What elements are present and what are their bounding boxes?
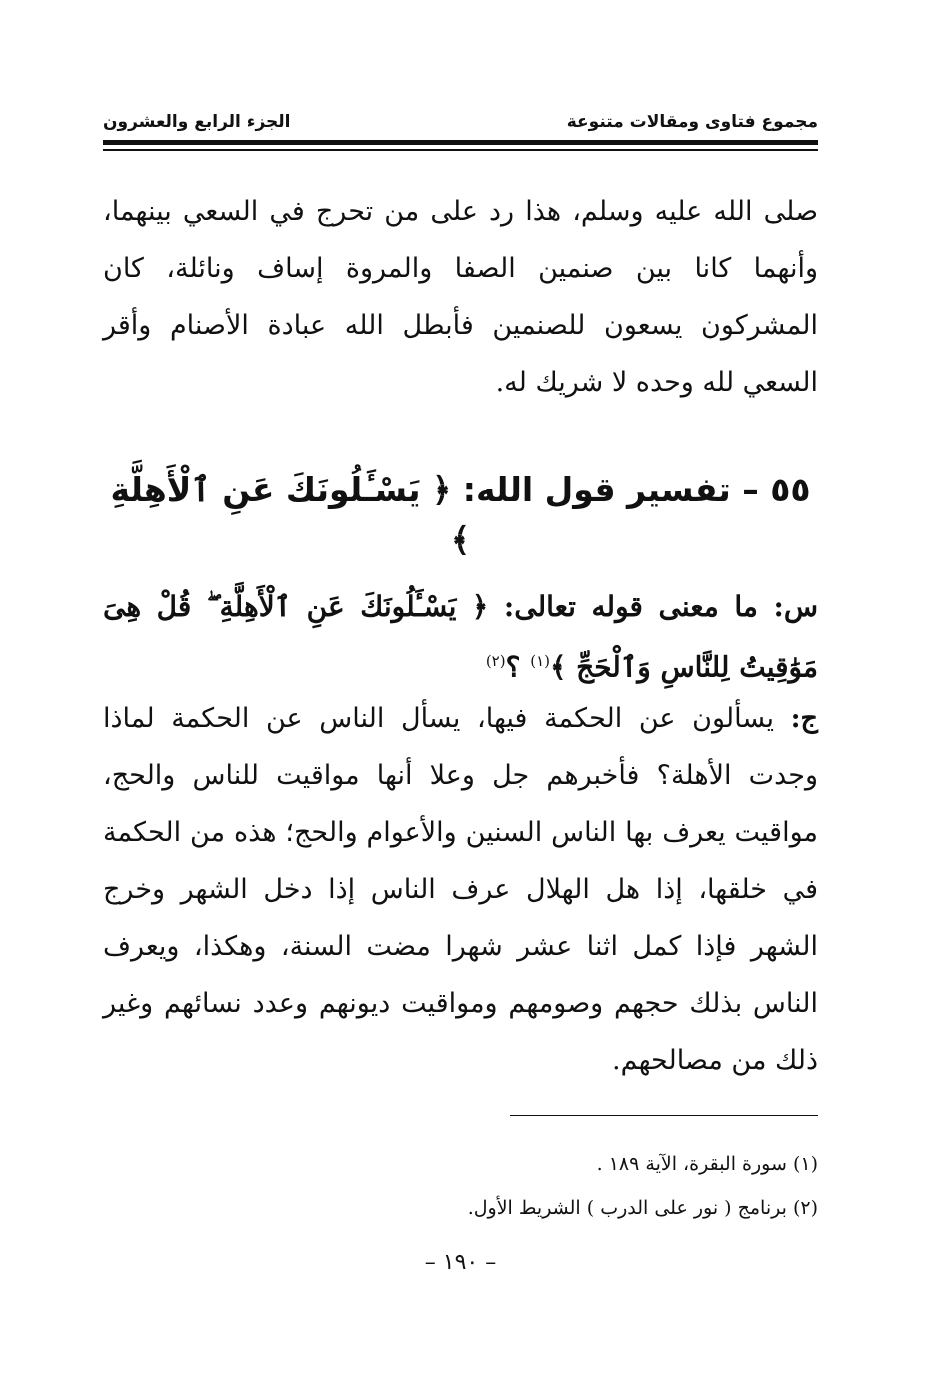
footnotes — [103, 1142, 818, 1230]
page-number: – ١٩٠ – — [424, 1250, 497, 1275]
question-label: س: — [773, 590, 818, 623]
answer-text: يسألون عن الحكمة فيها، يسأل الناس عن الحكمة لماذا وجدت الأهلة؟ فأخبرهم جل وعلا أنها مواقيت للناس والحج، مواقيت يعرف بها الناس السنين والأعوام والحج؛ هذه من الحكمة في خلقها، إذا هل الهلال عرف الناس إذا دخل الشهر وخرج الشهر فإذا كمل اثنا عشر شهرا مضت السنة، وهكذا، ويعرف الناس بذلك حجهم وصومهم ومواقيت ديونهم وعدد نسائهم وغير ذلك من مصالحهم. — [103, 703, 818, 1076]
header-rule-thin — [103, 149, 818, 151]
footnote-ref-1: (١) — [530, 652, 550, 670]
volume-title: الجزء الرابع والعشرون — [103, 112, 291, 132]
footnote-ref-2: (٢) — [485, 652, 506, 670]
footnote-2: (٢) برنامج ( نور على الدرب ) الشريط الأول. — [467, 1197, 818, 1219]
section-title: ٥٥ – تفسير قول الله: ﴿ يَسْـَٔلُونَكَ عَنِ ٱلْأَهِلَّةِ ﴾ — [110, 470, 811, 559]
header-rule-thick — [103, 140, 818, 145]
question-text: ما معنى قوله تعالى: ﴿ يَسْـَٔلُونَكَ عَنِ ٱلْأَهِلَّةِ ۖ قُلْ هِىَ مَوَٰقِيتُ لِلنَّاسِ وَٱلْحَجِّ ﴾ — [103, 590, 818, 684]
answer-paragraph — [103, 690, 818, 1089]
question-paragraph — [103, 580, 818, 694]
footnote-separator — [510, 1115, 818, 1116]
paragraph-1: صلى الله عليه وسلم، هذا رد على من تحرج في السعي بينهما، وأنهما كانا بين صنمين الصفا والمروة إساف ونائلة، كان المشركون يسعون للصنمين فأبطل الله عبادة الأصنام وأقر السعي لله وحده لا شريك له. — [103, 196, 818, 398]
footnote-1: (١) سورة البقرة، الآية ١٨٩ . — [596, 1153, 818, 1175]
running-header — [103, 98, 818, 132]
answer-label: ج: — [790, 703, 818, 734]
book-title: مجموع فتاوى ومقالات متنوعة — [566, 112, 818, 132]
question-mark: ؟ — [505, 650, 531, 684]
